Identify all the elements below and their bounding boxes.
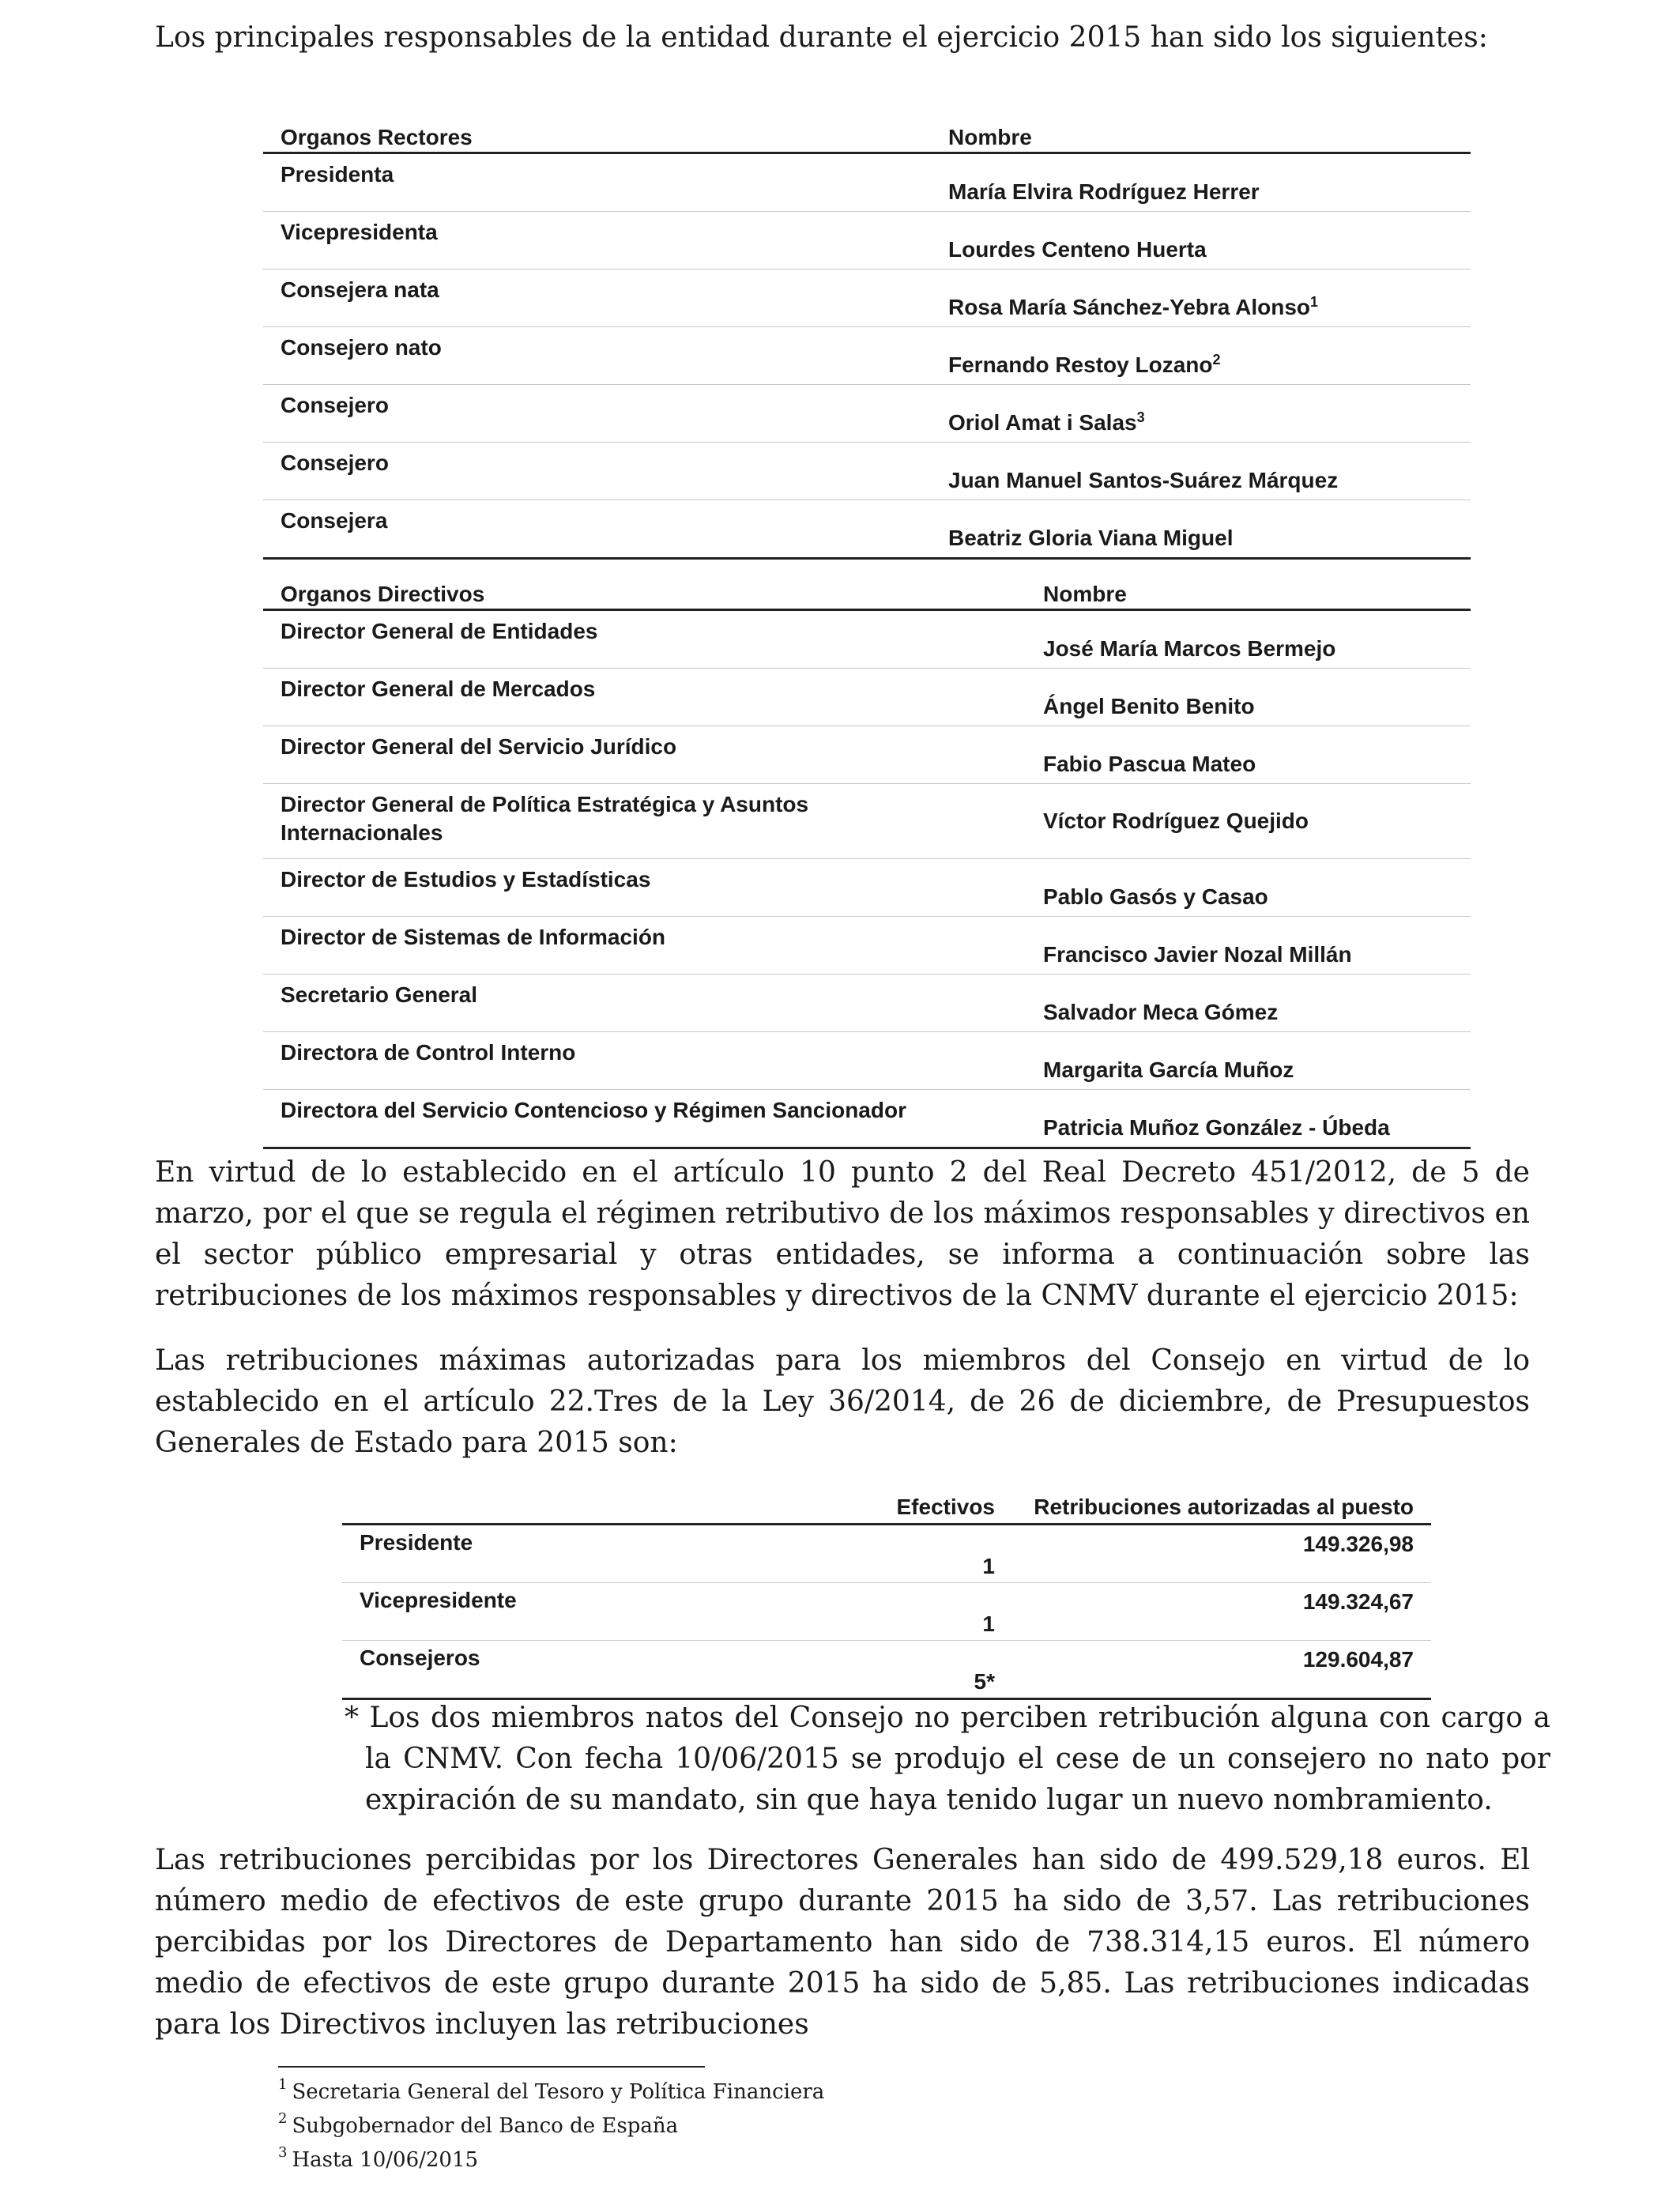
footnote-item — [278, 2143, 824, 2177]
retribucion-cell: 129.604,87 — [1012, 1641, 1431, 1699]
cargo-cell: Consejera nata — [263, 270, 948, 327]
nombre-text: Lourdes Centeno Huerta — [948, 237, 1207, 262]
table-row — [263, 385, 1471, 443]
cargo-cell: Presidente — [342, 1525, 804, 1583]
paragraph-real-decreto: En virtud de lo establecido en el artículo 10 punto 2 del Real Decreto 451/2012, de 5 de marzo, por el que se regula el régimen retributivo de los máximos responsables y directivos en el sector público empresarial y otras entidades, se informa a continuación sobre las retribuciones de los máximos responsables y directivos de la CNMV durante el ejercicio 2015: — [155, 1156, 1530, 1312]
table-header-row — [263, 575, 1471, 610]
nombre-text: Rosa María Sánchez-Yebra Alonso — [948, 295, 1310, 319]
footnote-item — [278, 2075, 824, 2109]
table-row — [263, 784, 1471, 859]
cargo-cell: Consejero nato — [263, 327, 948, 385]
table-row — [263, 917, 1471, 974]
cargo-cell: Presidenta — [263, 153, 948, 212]
footnote-ref: 1 — [1310, 294, 1319, 310]
nombre-cell: Ángel Benito Benito — [1043, 669, 1471, 726]
paragraph-retribuciones-maximas: Las retribuciones máximas autorizadas para los miembros del Consejo en virtud de lo establecido en el artículo 22.Tres de la Ley 36/2014, de 26 de diciembre, de Presupuestos Generales de Estado para 2015 son: — [155, 1344, 1530, 1459]
column-header-nombre: Nombre — [948, 119, 1471, 153]
nombre-cell: Margarita García Muñoz — [1043, 1032, 1471, 1090]
column-header-efectivos: Efectivos — [804, 1484, 1012, 1525]
nombre-cell: Fabio Pascua Mateo — [1043, 726, 1471, 784]
table-row — [263, 153, 1471, 212]
nombre-cell: Salvador Meca Gómez — [1043, 974, 1471, 1032]
cargo-cell: Director de Estudios y Estadísticas — [263, 859, 1043, 917]
cargo-cell: Director General de Entidades — [263, 610, 1043, 669]
table-row — [263, 1032, 1471, 1090]
table-header-row — [263, 119, 1471, 153]
cargo-cell: Director de Sistemas de Información — [263, 917, 1043, 974]
column-header-cargo: Organos Directivos — [263, 575, 1043, 610]
footnote-separator — [278, 2066, 705, 2068]
footnote-ref: 3 — [1136, 409, 1145, 425]
table-row — [263, 974, 1471, 1032]
nombre-cell: Patricia Muñoz González - Úbeda — [1043, 1090, 1471, 1148]
cargo-cell: Directora del Servicio Contencioso y Régimen Sancionador — [263, 1090, 1043, 1148]
cargo-cell: Secretario General — [263, 974, 1043, 1032]
nombre-cell: Pablo Gasós y Casao — [1043, 859, 1471, 917]
nombre-cell: Víctor Rodríguez Quejido — [1043, 784, 1471, 859]
cargo-cell: Consejera — [263, 500, 948, 559]
retribuciones-table — [342, 1484, 1431, 1700]
nombre-text: Fernando Restoy Lozano — [948, 352, 1213, 377]
efectivos-cell: 1 — [804, 1583, 1012, 1641]
table-row — [263, 610, 1471, 669]
table-row — [263, 726, 1471, 784]
nombre-cell — [948, 443, 1471, 500]
footnote-ref: 2 — [1212, 352, 1221, 368]
table-row — [263, 212, 1471, 270]
nombre-cell — [948, 385, 1471, 443]
cargo-cell: Vicepresidente — [342, 1583, 804, 1641]
nombre-text: Oriol Amat i Salas — [948, 410, 1137, 435]
nombre-cell — [948, 153, 1471, 212]
table-row — [263, 500, 1471, 559]
cargo-cell: Consejero — [263, 385, 948, 443]
table-row — [263, 270, 1471, 327]
column-header-cargo — [342, 1484, 804, 1525]
cargo-cell: Vicepresidenta — [263, 212, 948, 270]
column-header-retribuciones: Retribuciones autorizadas al puesto — [1012, 1484, 1431, 1525]
table-row — [263, 443, 1471, 500]
nombre-cell: José María Marcos Bermejo — [1043, 610, 1471, 669]
retribucion-cell: 149.324,67 — [1012, 1583, 1431, 1641]
directivos-table — [263, 575, 1471, 1149]
column-header-nombre: Nombre — [1043, 575, 1471, 610]
cargo-cell: Director General de Mercados — [263, 669, 1043, 726]
nombre-cell — [948, 500, 1471, 559]
rectores-table — [263, 119, 1471, 560]
nombre-text: Beatriz Gloria Viana Miguel — [948, 526, 1234, 550]
nombre-cell — [948, 270, 1471, 327]
nombre-cell: Francisco Javier Nozal Millán — [1043, 917, 1471, 974]
footnote-number: 1 — [278, 2076, 288, 2093]
efectivos-cell: 1 — [804, 1525, 1012, 1583]
footnote-number: 3 — [278, 2144, 288, 2161]
table-row — [263, 327, 1471, 385]
footnote-text: Subgobernador del Banco de España — [292, 2114, 679, 2138]
column-header-cargo: Organos Rectores — [263, 119, 948, 153]
table-row — [263, 1090, 1471, 1148]
nombre-cell — [948, 327, 1471, 385]
table-header-row — [342, 1484, 1431, 1525]
cargo-cell: Directora de Control Interno — [263, 1032, 1043, 1090]
table-row — [263, 669, 1471, 726]
intro-text: Los principales responsables de la entidad durante el ejercicio 2015 han sido los siguientes: — [155, 21, 1488, 54]
table-row — [263, 859, 1471, 917]
footnotes — [278, 2075, 824, 2177]
footnote-number: 2 — [278, 2110, 288, 2127]
nombre-cell — [948, 212, 1471, 270]
nombre-text: María Elvira Rodríguez Herrer — [948, 179, 1260, 204]
retribucion-cell: 149.326,98 — [1012, 1525, 1431, 1583]
footnote-text: Secretaria General del Tesoro y Política Financiera — [292, 2080, 825, 2104]
cargo-cell: Consejeros — [342, 1641, 804, 1699]
table-note: * Los dos miembros natos del Consejo no perciben retribución alguna con cargo a la CNMV. Con fecha 10/06/2015 se produjo el cese de un consejero no nato por expiración de su mandato, sin que haya tenido lugar un nuevo nombramiento. — [345, 1702, 1550, 1816]
efectivos-cell: 5* — [804, 1641, 1012, 1699]
cargo-cell: Consejero — [263, 443, 948, 500]
table-row — [342, 1641, 1431, 1699]
table-row — [342, 1583, 1431, 1641]
nombre-text: Juan Manuel Santos-Suárez Márquez — [948, 468, 1339, 492]
cargo-cell: Director General del Servicio Jurídico — [263, 726, 1043, 784]
paragraph-directores: Las retribuciones percibidas por los Directores Generales han sido de 499.529,18 euros. El número medio de efectivos de este grupo durante 2015 ha sido de 3,57. Las retribuciones percibidas por los Directores de Departamento han sido de 738.314,15 euros. El número medio de efectivos de este grupo durante 2015 ha sido de 5,85. Las retribuciones indicadas para los Directivos incluyen las retribuciones — [155, 1844, 1530, 2041]
footnote-item — [278, 2109, 824, 2143]
footnote-text: Hasta 10/06/2015 — [292, 2148, 479, 2172]
table-row — [342, 1525, 1431, 1583]
cargo-cell: Director General de Política Estratégica y Asuntos Internacionales — [263, 784, 1043, 859]
